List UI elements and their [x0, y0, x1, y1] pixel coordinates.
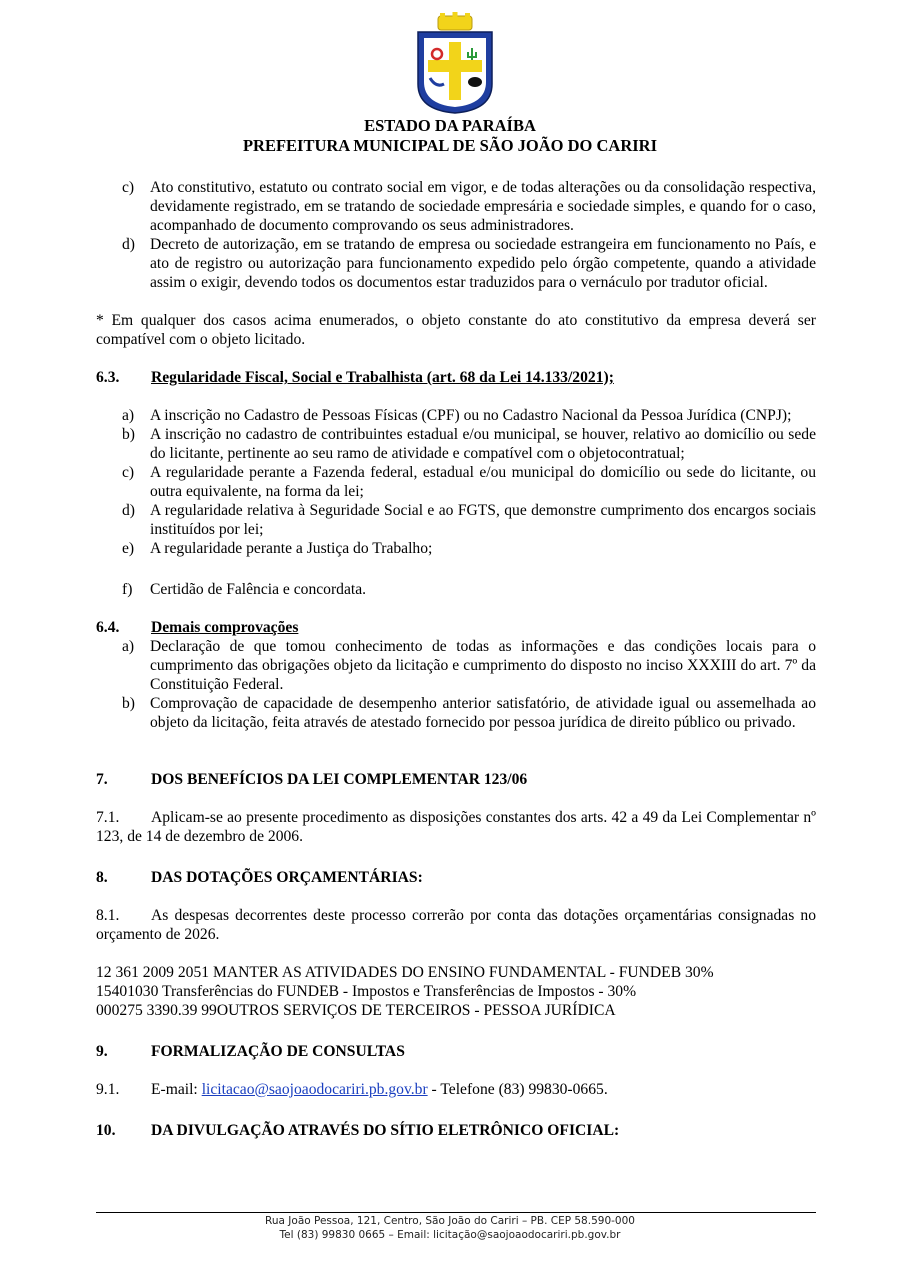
list-item: b) A inscrição no cadastro de contribuintes estadual e/ou municipal, se houver, relativo ao domicílio ou sede do licitante, pertinente ao seu ramo de atividade e compatível com o objetocontratual; [122, 426, 816, 462]
section-6-3-list [96, 406, 816, 599]
section-10-heading: 10. DA DIVULGAÇÃO ATRAVÉS DO SÍTIO ELETRÔNICO OFICIAL: [96, 1122, 620, 1139]
budget-lines [96, 963, 816, 1020]
section-8-heading: 8. DAS DOTAÇÕES ORÇAMENTÁRIAS: [96, 869, 423, 886]
section-6-4-heading: 6.4. Demais comprovações [96, 619, 299, 636]
section-9-paragraph: 9.1. E-mail: licitacao@saojoaodocariri.pb.gov.br - Telefone (83) 99830-0665. [96, 1081, 608, 1098]
list-item: c) Ato constitutivo, estatuto ou contrato social em vigor, e de todas alterações ou da consolidação respectiva, devidamente registrado, em se tratando de sociedade empresária e sociedade simples, e quando for o caso, acompanhado de documento comprovando os seus administradores. [122, 179, 816, 234]
email-link[interactable]: licitacao@saojoaodocariri.pb.gov.br [201, 1081, 428, 1098]
municipal-crest-logo [414, 12, 496, 114]
list-item: c) A regularidade perante a Fazenda federal, estadual e/ou municipal do domicílio ou sede do licitante, ou outra equivalente, na forma da lei; [122, 464, 816, 500]
list-item: a) Declaração de que tomou conhecimento de todas as informações e das condições locais para o cumprimento das obrigações objeto da licitação e cumprimento do disposto no inciso XXXIII do art. 7º da Constituição Federal. [122, 638, 816, 693]
svg-text:★: ★ [472, 42, 481, 52]
note-paragraph: * Em qualquer dos casos acima enumerados, o objeto constante do ato constitutivo da empresa deverá ser compatível com o objeto licitado. [96, 312, 816, 348]
list-item: f) Certidão de Falência e concordata. [122, 581, 367, 598]
footer-divider [96, 1212, 816, 1213]
header-state: ESTADO DA PARAÍBA [364, 116, 536, 135]
section-6-3-heading: 6.3. Regularidade Fiscal, Social e Trabalhista (art. 68 da Lei 14.133/2021); [96, 369, 614, 386]
header-prefecture: PREFEITURA MUNICIPAL DE SÃO JOÃO DO CARIRI [242, 136, 658, 155]
list-item: b) Comprovação de capacidade de desempenho anterior satisfatório, de atividade igual ou assemelhada ao objeto da licitação, feita através de atestado fornecido por pessoa jurídica de direito público ou privado. [122, 695, 816, 731]
svg-text:★: ★ [430, 42, 439, 52]
section-7-paragraph: 7.1. Aplicam-se ao presente procedimento as disposições constantes dos arts. 42 a 49 da Lei Complementar nº 123, de 14 de dezembro de 2006. [96, 809, 816, 845]
budget-line: 000275 3390.39 99OUTROS SERVIÇOS DE TERCEIROS - PESSOA JURÍDICA [96, 1002, 616, 1019]
list-item: d) Decreto de autorização, em se tratando de empresa ou sociedade estrangeira em funcionamento no País, e ato de registro ou autorização para funcionamento expedido pelo órgão competente, quando a atividade assim o exigir, devendo todos os documentos estar traduzidos para o vernáculo por tradutor oficial. [122, 236, 816, 291]
budget-line: 15401030 Transferências do FUNDEB - Impostos e Transferências de Impostos - 30% [96, 983, 637, 1000]
footer-contact: Tel (83) 99830 0665 – Email: licitação@saojoaodocariri.pb.gov.br [279, 1229, 621, 1241]
section-8-paragraph: 8.1. As despesas decorrentes deste processo correrão por conta das dotações orçamentárias consignadas no orçamento de 2026. [96, 907, 816, 943]
document-body [96, 178, 816, 1140]
budget-line: 12 361 2009 2051 MANTER AS ATIVIDADES DO ENSINO FUNDAMENTAL - FUNDEB 30% [96, 964, 714, 981]
list-item: a) A inscrição no Cadastro de Pessoas Físicas (CPF) ou no Cadastro Nacional da Pessoa Jurídica (CNPJ); [122, 407, 792, 424]
list-item: e) A regularidade perante a Justiça do Trabalho; [122, 540, 433, 557]
crown-icon [438, 12, 472, 30]
section-7-heading: 7. DOS BENEFÍCIOS DA LEI COMPLEMENTAR 123/06 [96, 771, 528, 788]
footer-address: Rua João Pessoa, 121, Centro, São João do Cariri – PB. CEP 58.590-000 [265, 1215, 635, 1227]
list-item: d) A regularidade relativa à Seguridade Social e ao FGTS, que demonstre cumprimento dos encargos sociais instituídos por lei; [122, 502, 816, 538]
section-9-heading: 9. FORMALIZAÇÃO DE CONSULTAS [96, 1043, 405, 1060]
